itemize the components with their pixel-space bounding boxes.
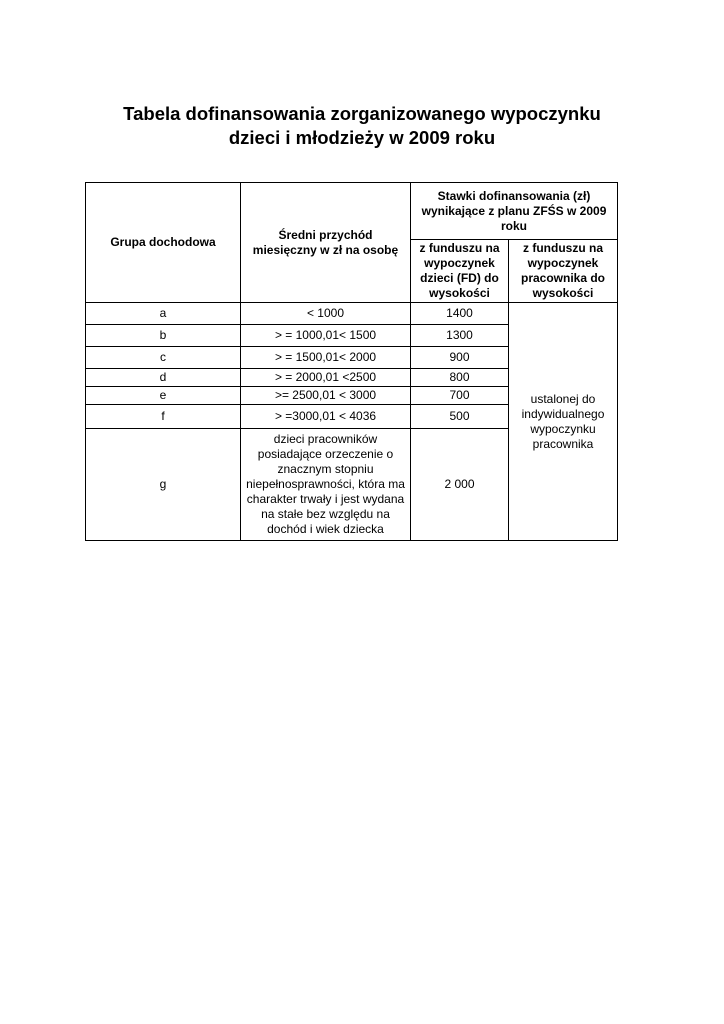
cell-group: g [86, 429, 241, 541]
cell-group: f [86, 405, 241, 429]
cell-income: > = 1500,01< 2000 [241, 347, 411, 369]
cell-income: > = 2000,01 <2500 [241, 369, 411, 387]
cell-fd: 900 [411, 347, 509, 369]
cell-income: > =3000,01 < 4036 [241, 405, 411, 429]
table-row [86, 303, 618, 325]
cell-group: b [86, 325, 241, 347]
header-fd: z funduszu na wypoczynek dzieci (FD) do wysokości [411, 240, 509, 303]
cell-fd: 700 [411, 387, 509, 405]
title-line-1: Tabela dofinansowania zorganizowanego wypoczynku [123, 103, 601, 124]
title-line-2: dzieci i młodzieży w 2009 roku [228, 127, 496, 148]
table-header-row [86, 183, 618, 240]
cell-group: d [86, 369, 241, 387]
cell-fd: 800 [411, 369, 509, 387]
cell-employee-note: ustalonej do indywidualnego wypoczynku pracownika [509, 303, 618, 541]
cell-income: >= 2500,01 < 3000 [241, 387, 411, 405]
cell-fd: 2 000 [411, 429, 509, 541]
cell-group: e [86, 387, 241, 405]
header-income: Średni przychód miesięczny w zł na osobę [241, 183, 411, 303]
funding-table [85, 182, 618, 541]
cell-group: c [86, 347, 241, 369]
header-group: Grupa dochodowa [86, 183, 241, 303]
header-employee: z funduszu na wypoczynek pracownika do wysokości [509, 240, 618, 303]
header-rates: Stawki dofinansowania (zł) wynikające z planu ZFŚS w 2009 roku [411, 183, 618, 240]
cell-group: a [86, 303, 241, 325]
cell-fd: 1300 [411, 325, 509, 347]
cell-fd: 500 [411, 405, 509, 429]
cell-income: dzieci pracowników posiadające orzeczenie o znacznym stopniu niepełnosprawności, która ma charakter trwały i jest wydana na stałe bez względu na dochód i wiek dziecka [241, 429, 411, 541]
cell-income: < 1000 [241, 303, 411, 325]
cell-fd: 1400 [411, 303, 509, 325]
cell-income: > = 1000,01< 1500 [241, 325, 411, 347]
document-title [60, 102, 664, 150]
